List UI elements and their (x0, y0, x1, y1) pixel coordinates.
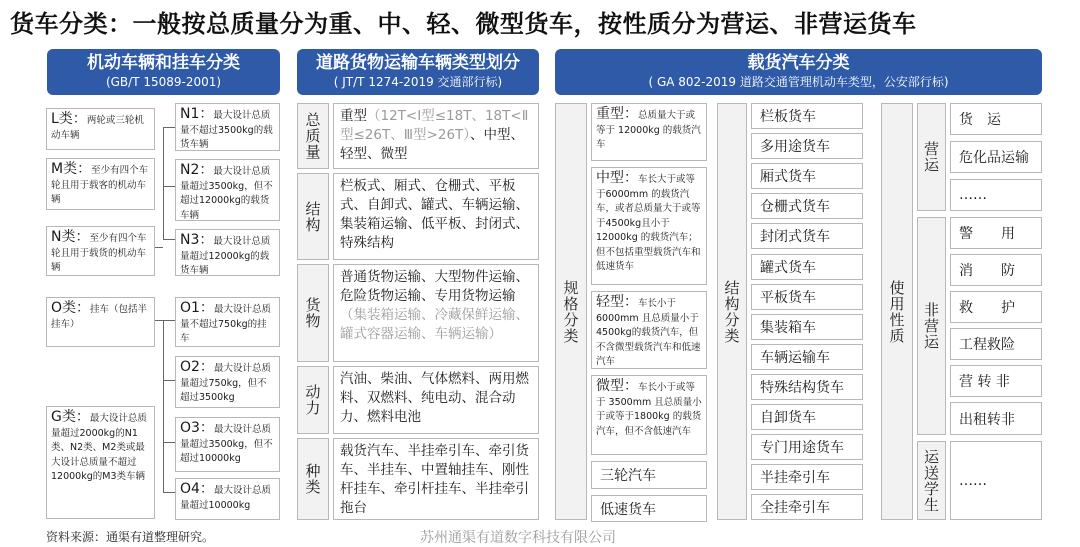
col3-header-title: 载货汽车分类 (747, 53, 850, 73)
spec-box-lowspeed: 低速货车 (591, 495, 707, 522)
col2-header (297, 49, 539, 95)
struct-item: 集装箱车 (751, 314, 863, 340)
struct-item: 罐式货车 (751, 254, 863, 280)
struct-item: 平板货车 (751, 284, 863, 310)
desc-main: 载货汽车、半挂牵引车、牵引货车、半挂车、中置轴挂车、刚性杆挂车、牵引杆挂车、半挂牵引拖台 (340, 443, 529, 516)
sub-box-o1 (175, 297, 280, 347)
row-desc-cargo (333, 264, 539, 362)
col2-header-sub: ( JT/T 1274-2019 交通部行标) (333, 75, 503, 89)
spec-desc: 总质量大于或等于 12000kg 的载货汽车 (596, 110, 701, 150)
col3-header-sub: ( GA 802-2019 道路交通管理机动车类型，公安部行标) (648, 75, 949, 89)
col1-header (47, 49, 280, 95)
class-name: M类： (51, 161, 92, 177)
spec-box-heavy (591, 103, 707, 161)
connector-line (163, 320, 175, 321)
class-name: N类： (51, 229, 90, 245)
desc-note: （集装箱运输、冷藏保鲜运输、罐式容器运输、车辆运输） (340, 307, 529, 342)
connector-line (163, 186, 175, 187)
usage-item-freight: 货 运 (950, 103, 1042, 135)
struct-label: 结构分类 (717, 103, 747, 520)
class-desc: 两轮或三轮机动车辆 (51, 115, 144, 141)
sub-box-o3 (175, 417, 280, 472)
struct-item: 栏板货车 (751, 103, 863, 129)
class-desc: 挂车（包括半挂车） (51, 304, 148, 330)
desc-main: 重型 (340, 108, 367, 124)
struct-item: 厢式货车 (751, 163, 863, 189)
row-label-power: 动力 (297, 366, 329, 434)
sub-desc: 最大设计总质量不超过3500kg的载货车辆 (180, 110, 273, 150)
struct-item: 多用途货车 (751, 133, 863, 159)
sub-desc: 最大设计总质量不超过750kg的挂车 (180, 304, 271, 344)
class-name: L类： (51, 111, 87, 127)
row-label-mass: 总质量 (297, 103, 329, 169)
row-desc-power (333, 366, 539, 434)
desc-main: 栏板式、厢式、仓栅式、平板式、自卸式、罐式、车辆运输、集装箱运输、低平板、封闭式、特殊结构 (340, 178, 529, 251)
sub-desc: 最大设计总质量超过10000kg (180, 485, 271, 511)
class-box-o (46, 297, 155, 347)
desc-main: 普通货物运输、大型物件运输、危险货物运输、专用货物运输 (340, 269, 529, 304)
connector-line (163, 380, 175, 381)
desc-main: 汽油、柴油、气体燃料、两用燃料、双燃料、纯电动、混合动力、燃料电池 (340, 371, 529, 425)
class-name: G类： (51, 409, 90, 425)
connector-line (155, 247, 163, 248)
row-label-structure: 结构 (297, 173, 329, 260)
sub-box-n1 (175, 103, 280, 151)
row-label-cargo: 货物 (297, 264, 329, 362)
struct-item: 车辆运输车 (751, 344, 863, 370)
struct-item: 专门用途货车 (751, 434, 863, 460)
usage-item-converted: 营 转 非 (950, 365, 1042, 397)
sub-name: N3： (180, 232, 214, 248)
connector-line (163, 127, 164, 239)
usage-label: 使用性质 (881, 103, 913, 520)
usage-item-hazmat: 危化品运输 (950, 141, 1042, 173)
connector-line (163, 127, 175, 128)
connector-line (163, 442, 175, 443)
usage-item-fire: 消 防 (950, 254, 1042, 286)
spec-box-mini (591, 375, 707, 455)
sub-name: O3： (180, 420, 214, 436)
col1-header-sub: (GB/T 15089-2001) (105, 75, 222, 89)
spec-box-tricycle: 三轮汽车 (591, 461, 707, 489)
class-box-g (46, 406, 155, 519)
sub-name: N1： (180, 106, 214, 122)
col2-header-title: 道路货物运输车辆类型划分 (316, 53, 520, 73)
sub-name: O1： (180, 300, 214, 316)
usage-item-more: …… (950, 179, 1042, 211)
struct-item: 自卸货车 (751, 404, 863, 430)
sub-desc: 最大设计总质量超过750kg，但不超过3500kg (180, 363, 271, 403)
struct-item: 全挂牵引车 (751, 494, 863, 520)
connector-line (163, 239, 175, 240)
struct-item: 半挂牵引车 (751, 464, 863, 490)
class-box-n (46, 226, 155, 276)
group-label-noncommercial: 非营运 (917, 217, 946, 435)
col3-header (555, 49, 1042, 95)
row-desc-mass (333, 103, 539, 169)
spec-name: 微型： (596, 378, 638, 394)
sub-desc: 最大设计总质量超过12000kg的载货车辆 (180, 236, 271, 276)
group-label-student: 运送学生 (917, 441, 946, 520)
spec-label: 规格分类 (555, 103, 587, 520)
usage-item-ambulance: 救 护 (950, 291, 1042, 323)
class-name: O类： (51, 300, 91, 316)
spec-name: 中型： (596, 170, 638, 186)
desc-note: （12T<Ⅰ型≤18T、18T<Ⅱ型≤26T、Ⅲ型>26T） (340, 108, 529, 143)
row-desc-type (333, 438, 539, 520)
sub-name: O4： (180, 481, 214, 497)
col1-header-title: 机动车辆和挂车分类 (87, 53, 240, 73)
sub-name: O2： (180, 359, 214, 375)
sub-box-o4 (175, 478, 280, 520)
group-label-commercial: 营运 (917, 103, 946, 211)
source-note: 资料来源：通渠有道整理研究。 (46, 530, 215, 544)
class-box-l (46, 108, 155, 150)
sub-name: N2： (180, 162, 214, 178)
usage-item-police: 警 用 (950, 217, 1042, 249)
struct-item: 封闭式货车 (751, 223, 863, 249)
usage-item-rescue: 工程救险 (950, 328, 1042, 360)
row-label-type: 种类 (297, 438, 329, 520)
spec-name: 轻型： (596, 294, 638, 310)
connector-line (163, 320, 164, 492)
struct-item: 特殊结构货车 (751, 374, 863, 400)
row-desc-structure (333, 173, 539, 260)
sub-box-n2 (175, 159, 280, 221)
spec-box-light (591, 291, 707, 369)
company-name: 苏州通渠有道数字科技有限公司 (420, 530, 616, 546)
sub-desc: 最大设计总质量超过3500kg，但不超过12000kg的载货车辆 (180, 166, 273, 221)
sub-box-n3 (175, 229, 280, 276)
spec-box-medium (591, 167, 707, 285)
class-box-m (46, 158, 155, 210)
usage-item-student: …… (950, 441, 1042, 520)
connector-line (155, 320, 163, 321)
page-title: 货车分类：一般按总质量分为重、中、轻、微型货车，按性质分为营运、非营运货车 (10, 10, 917, 38)
sub-box-o2 (175, 356, 280, 408)
class-desc: 最大设计总质量超过2000kg的N1类、N2类、M2类或最大设计总质量不超过12000kg的M3类车辆 (51, 413, 147, 482)
struct-item: 仓栅式货车 (751, 193, 863, 219)
spec-desc: 车长小于或等于 3500mm 且总质量小于或等于1800kg 的载货汽车，但不含低速汽车 (596, 382, 702, 437)
class-desc: 至少有四个车轮且用于载客的机动车辆 (51, 165, 149, 205)
spec-desc: 车长大于或等于6000mm 的载货汽车，或者总质量大于或等于4500kg且小于 12000kg 的载货汽车；但不包括重型载货汽车和低速货车 (596, 174, 701, 272)
desc-tail: 、中型、轻型、微型 (340, 127, 525, 162)
class-desc: 至少有四个车轮且用于载货的机动车辆 (51, 233, 147, 273)
sub-desc: 最大设计总质量超过3500kg，但不超过10000kg (180, 424, 273, 464)
spec-name: 重型： (596, 106, 638, 122)
usage-item-taxi: 出租转非 (950, 402, 1042, 435)
spec-desc: 车长小于6000mm 且总质量小于4500kg的载货汽车，但不含微型载货汽车和低速汽车 (596, 298, 701, 367)
connector-line (163, 492, 175, 493)
